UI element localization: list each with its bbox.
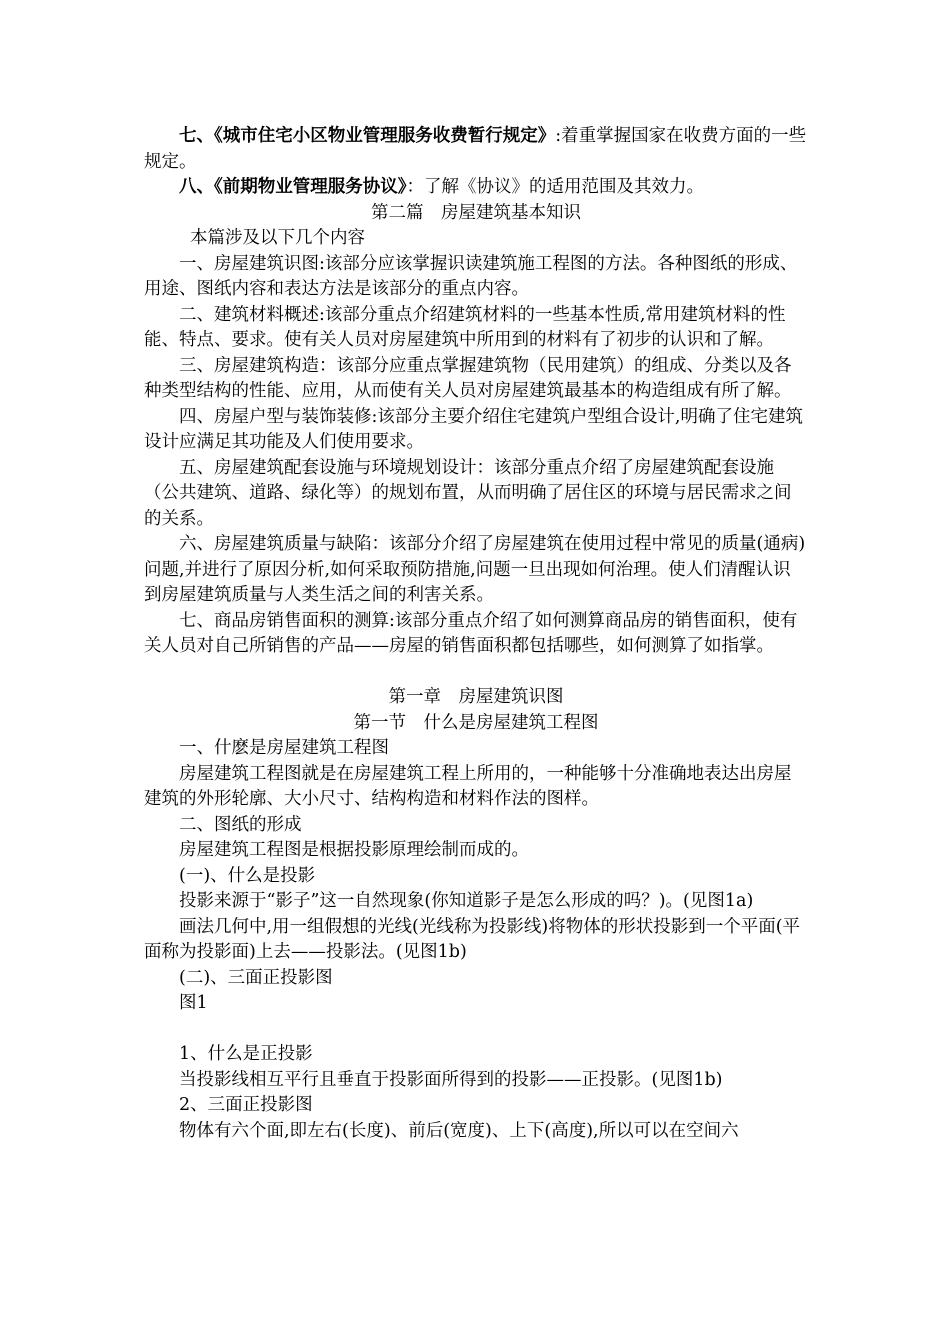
- paragraph-six-faces: 物体有六个面,即左右(长度)、前后(宽度)、上下(高度),所以可以在空间六: [179, 1120, 739, 1141]
- part2-item-1: 一、房屋建筑识图:该部分应该掌握识读建筑施工程图的方法。各种图纸的形成、用途、图纸内容和表达方法是该部分的重点内容。: [144, 253, 798, 299]
- part2-heading: 第二篇 房屋建筑基本知识: [371, 202, 581, 223]
- subheading-drawing-formation: 二、图纸的形成: [179, 814, 302, 835]
- subheading-what-is-projection: (一)、什么是投影: [179, 865, 316, 886]
- part2-item-7: 七、商品房销售面积的测算:该部分重点介绍了如何测算商品房的销售面积，使有关人员对自己所销售的产品——房屋的销售面积都包括哪些，如何测算了如指掌。: [144, 610, 798, 656]
- subheading-orthographic: 1、什么是正投影: [179, 1044, 313, 1064]
- regulation-item-8-text: ：了解《协议》的适用范围及其效力。: [406, 177, 704, 197]
- part2-item-3: 三、房屋建筑构造：该部分应重点掌握建筑物（民用建筑）的组成、分类以及各种类型结构的性能、应用，从而使有关人员对房屋建筑最基本的构造组成有所了解。: [144, 355, 792, 401]
- part2-intro: 本篇涉及以下几个内容: [190, 228, 365, 248]
- figure-label: 图1: [179, 993, 208, 1013]
- regulation-item-8-title: 八、《前期物业管理服务协议》: [179, 177, 407, 197]
- subheading-what-is-drawing: 一、什麽是房屋建筑工程图: [179, 738, 389, 758]
- regulation-item-7-title: 七、《城市住宅小区物业管理服务收费暂行规定》: [179, 126, 556, 146]
- section1-heading: 第一节 什么是房屋建筑工程图: [353, 712, 599, 733]
- part2-item-4: 四、房屋户型与装饰装修:该部分主要介绍住宅建筑户型组合设计,明确了住宅建筑设计应满足其功能及人们使用要求。: [144, 406, 803, 452]
- subheading-three-view: (二)、三面正投影图: [179, 967, 333, 988]
- regulation-item-7-text: :着重掌握国家在收费方面的一些规定。: [144, 126, 807, 172]
- document-body: [144, 124, 808, 1144]
- subheading-three-orthographic: 2、三面正投影图: [179, 1095, 313, 1115]
- part2-item-5: 五、房屋建筑配套设施与环境规划设计：该部分重点介绍了房屋建筑配套设施（公共建筑、道路、绿化等）的规划布置，从而明确了居住区的环境与居民需求之间的关系。: [144, 457, 792, 529]
- part2-item-6: 六、房屋建筑质量与缺陷：该部分介绍了房屋建筑在使用过程中常见的质量(通病)问题,并进行了原因分析,如何采取预防措施,问题一旦出现如何治理。使人们清醒认识到房屋建筑质量与人类生活之间的利害关系。: [144, 534, 806, 605]
- paragraph-drawing-definition: 房屋建筑工程图就是在房屋建筑工程上所用的，一种能够十分准确地表达出房屋建筑的外形轮廓、大小尺寸、结构构造和材料作法的图样。: [144, 763, 792, 809]
- paragraph-orthographic: 当投影线相互平行且垂直于投影面所得到的投影——正投影。(见图1b): [179, 1069, 723, 1090]
- paragraph-shadow: 投影来源于“影子”这一自然现象(你知道影子是怎么形成的吗？)。(见图1a): [179, 891, 754, 911]
- regulation-item-8: [144, 175, 808, 201]
- paragraph-projection-principle: 房屋建筑工程图是根据投影原理绘制而成的。: [179, 840, 529, 860]
- blank-line: [144, 660, 808, 686]
- chapter1-heading: 第一章 房屋建筑识图: [388, 687, 564, 707]
- paragraph-projection-method: 画法几何中,用一组假想的光线(光线称为投影线)将物体的形状投影到一个平面(平面称为投影面)上去——投影法。(见图1b): [144, 916, 801, 962]
- regulation-item-7: [144, 124, 808, 175]
- part2-item-2: 二、建筑材料概述:该部分重点介绍建筑材料的一些基本性质,常用建筑材料的性能、特点、要求。使有关人员对房屋建筑中所用到的材料有了初步的认识和了解。: [144, 304, 786, 350]
- blank-line: [144, 1017, 808, 1043]
